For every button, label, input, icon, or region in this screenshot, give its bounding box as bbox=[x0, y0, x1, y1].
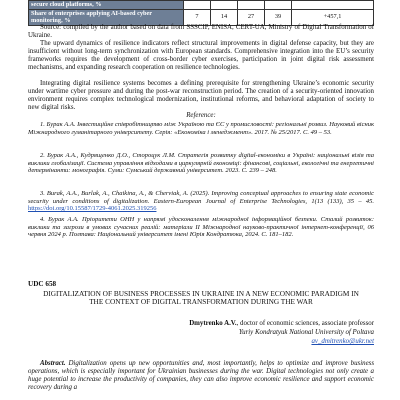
author-affiliation: Yuriy Kondratyuk National University of Poltava bbox=[238, 329, 374, 336]
cell: 14 bbox=[211, 9, 238, 25]
indicators-table bbox=[28, 0, 374, 26]
cell bbox=[265, 1, 292, 10]
author-line bbox=[74, 320, 374, 328]
table-source: Source: compiled by the author based on data from SSSCIP, ENISA, CERT-UA, Ministry of Digital Transformation of Ukraine. bbox=[28, 24, 374, 39]
row-label: Share of enterprises applying AI-based cyber monitoring, % bbox=[29, 9, 184, 25]
table-row bbox=[29, 1, 374, 10]
author-degree: , doctor of economic sciences, associate professor bbox=[236, 320, 374, 327]
doi-link[interactable]: https://doi.org/10.15587/1729-4061.2025.319256 bbox=[28, 205, 157, 213]
cell bbox=[184, 1, 211, 10]
cell bbox=[238, 1, 265, 10]
article-title: DIGITALIZATION OF BUSINESS PROCESSES IN UKRAINE IN A NEW ECONOMIC PARADIGM IN THE CONTEXT OF DIGITAL TRANSFORMATION DURING THE WAR bbox=[43, 289, 359, 307]
abstract-label: Abstract. bbox=[40, 360, 66, 367]
cell: 39 bbox=[265, 9, 292, 25]
reference-item: 4. Бурак А.А. Пріоритети ОНН у напрямі удосконалення міжнародної інформаційної безпеки. Сталий розвиток: виклики та загрози в умовах сучасних реалій: матеріали II Міжнародної науково-практичної інтернет-конференції, 06 червня 2024 р. Полтава: Національний університет імені Юрія Кондратюка, 2024. С. 181–182. bbox=[28, 216, 374, 239]
references-title: Reference: bbox=[186, 112, 216, 119]
author-email-line bbox=[74, 338, 374, 346]
paragraph: Integrating digital resilience systems becomes a defining prerequisite for strengthening Ukraine’s economic security under wartime cyber pressure and during the post-war reconstruction period. The creation of a security-oriented innovation environment requires complex technological modernization, institutional reforms, and behavioral adaptation of society to new digital risks. bbox=[28, 80, 374, 111]
author-name: Dmytrenko A.V. bbox=[189, 320, 237, 327]
author-email[interactable]: av_dmitrenko@ukr.net bbox=[311, 338, 374, 345]
cell: 7 bbox=[184, 9, 211, 25]
cell: 27 bbox=[238, 9, 265, 25]
abstract bbox=[28, 360, 374, 391]
udc-code: UDC 658 bbox=[28, 280, 57, 288]
cell: +457,1 bbox=[292, 9, 374, 25]
reference-item: 2. Бурак А.А., Кудрященко Д.О., Стороцук Л.М. Стратегія розвитку digital-економіки в Україні: національні візія та виклики глобалізації. Система управління відходами в циркулярній економіці: фінансові, соціальні, екологічні та енергетичні детермінанти: монографія. Суми: Сумський державний університет. 2023. С. 239 – 248. bbox=[28, 152, 374, 175]
paragraph: The upward dynamics of resilience indicators reflect structural improvements in digital defense capacity, but they are insufficient without long-term synchronization with European standards. Comprehensive integration into the EU’s security frameworks requires the development of cross-border cyber exercises, participation in joint digital risk assessment mechanisms, and expanding research cooperation on resilience technologies. bbox=[28, 40, 374, 71]
reference-item: 3. Burak, A.A., Burlak, A., Chaikina, A., & Cherviak, A. (2025). Improving conceptual approaches to ensuring state economic security under conditions of digitalization. Eastern-European Journal of Enterprise Technologies, 1(13 (133), 35 – 45. https://doi.org/10.15587/1729-4061.2025.319256 bbox=[28, 190, 374, 213]
abstract-text: Digitalization opens up new opportunities and, most importantly, helps to optimize and improve business operations, which is especially important for Ukrainian businesses during the war. Digital technologies not only create a huge potential to increase the productivity of companies, they can also improve economic resilience and support economic recovery during a bbox=[28, 360, 374, 391]
reference-item: 1. Бурак А.А. Інвестиційне співробітництво між Україною та ЄС у промисловості: регіональні розвиз. Науковий вісник Міжнародного гуманітарного університету. Серія: «Економіка і менеджмент». 2017. № 25/2017. С. 49 – 53. bbox=[28, 121, 374, 136]
table-row bbox=[29, 9, 374, 25]
row-label: secure cloud platforms, % bbox=[29, 1, 184, 10]
cell bbox=[292, 1, 374, 10]
cell bbox=[211, 1, 238, 10]
